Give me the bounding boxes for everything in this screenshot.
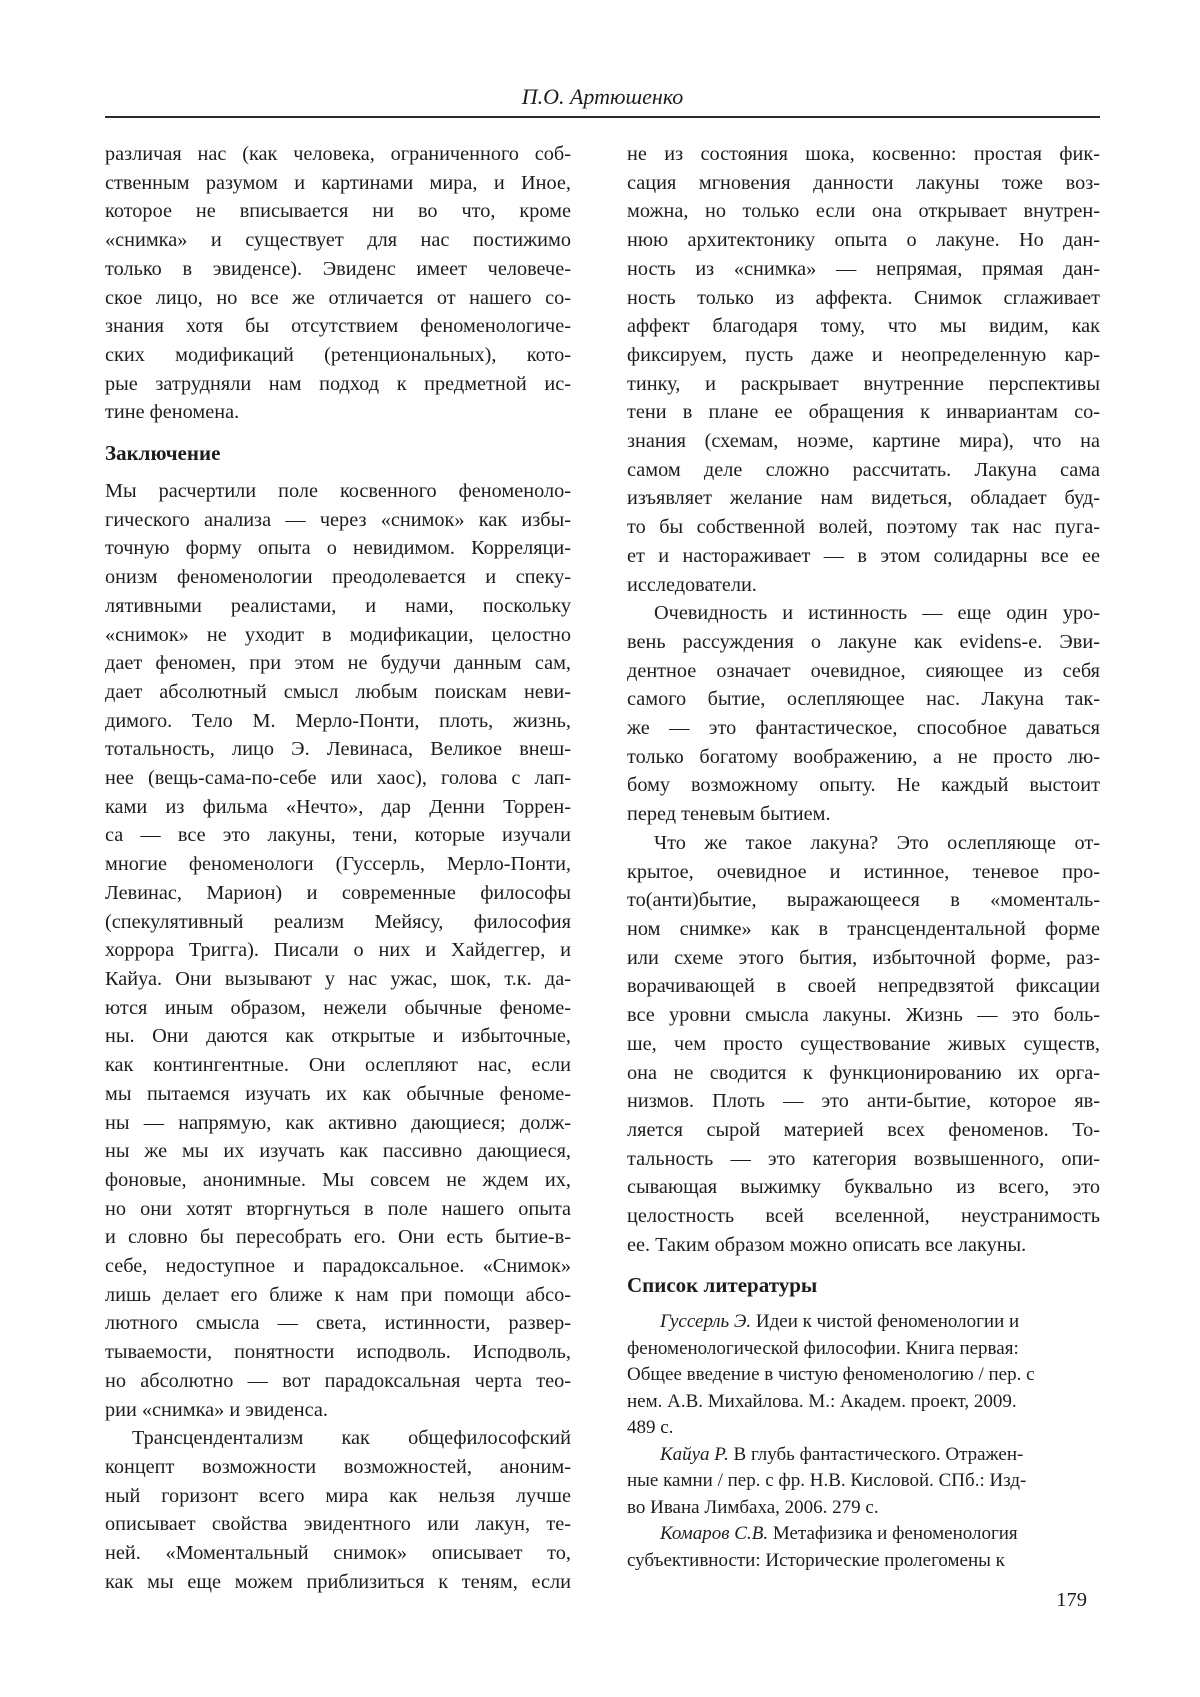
text-line: точную форму опыта о невидимом. Корреляци- — [105, 537, 571, 560]
text-line: ность из «снимка» — непрямая, прямая дан- — [627, 257, 1100, 280]
text-line: мы пытаемся изучать их как обычные феноме- — [105, 1082, 571, 1105]
text-line: ляется сырой материей всех феноменов. То- — [627, 1118, 1100, 1141]
text-line: Левинас, Марион) и современные философы — [105, 881, 571, 904]
text-line: и словно бы пересобрать его. Они есть бытие-в- — [105, 1226, 571, 1249]
page-number: 179 — [1056, 1589, 1087, 1611]
reference-entry — [627, 1521, 1100, 1574]
text-line: дает абсолютный смысл любым поискам неви- — [105, 680, 571, 703]
text-line: то(анти)бытие, выражающееся в «моменталь- — [627, 889, 1100, 912]
text-line: ее. Таким образом можно описать все лакуны. — [627, 1233, 1027, 1256]
text-line: но абсолютно — вот парадоксальная черта тео- — [105, 1369, 571, 1392]
text-line: как контингентные. Они ослепляют нас, если — [105, 1054, 571, 1077]
text-line: как мы еще можем приблизиться к теням, если — [105, 1570, 571, 1593]
text-line: не из состояния шока, косвенно: простая фик- — [627, 143, 1100, 165]
text-line: тине феномена. — [105, 401, 240, 424]
text-line: субъективности: Исторические пролегомены к — [627, 1549, 1005, 1571]
text-line: различая нас (как человека, ограниченного соб- — [105, 143, 571, 165]
header-rule — [105, 116, 1100, 118]
text-line: нее (вещь-сама-по-себе или хаос), голова с лап- — [105, 767, 571, 790]
reference-author: Кайуа Р. — [660, 1443, 729, 1465]
text-line: во Ивана Лимбаха, 2006. 279 с. — [627, 1496, 879, 1518]
paragraph — [627, 140, 1100, 599]
text-line: нем. А.В. Михайлова. М.: Академ. проект, 2009. — [627, 1390, 1017, 1412]
left-column — [105, 140, 571, 1596]
text-line: же — это фантастическое, способное даваться — [627, 717, 1100, 740]
paragraph — [627, 829, 1100, 1260]
text-line: нюю архитектонику опыта о лакуне. Но дан- — [627, 229, 1100, 252]
text-columns — [105, 140, 1100, 1596]
text-line: изъявляет желание нам видеться, обладает буд- — [627, 487, 1100, 510]
running-head-author: П.О. Артюшенко — [521, 84, 684, 109]
text-line: только в эвиденсе). Эвиденс имеет человече- — [105, 257, 571, 280]
text-line: ются иным образом, нежели обычные феноме- — [105, 996, 571, 1019]
text-line: тываемости, понятности исподволь. Исподволь, — [105, 1341, 571, 1364]
text-line: сывающая выжимку буквально из всего, это — [627, 1176, 1100, 1199]
text-line: са — все это лакуны, тени, которые изучали — [105, 824, 571, 847]
text-line: «снимка» и существует для нас постижимо — [105, 229, 571, 252]
text-line: лютного смысла — света, истинности, развер- — [105, 1312, 571, 1335]
text-line: гического анализа — через «снимок» как избы- — [105, 508, 571, 531]
text-line: Гуссерль Э. Идеи к чистой феноменологии и — [660, 1311, 1020, 1333]
text-line: феноменологической философии. Книга первая: — [627, 1337, 1019, 1359]
text-line: ственным разумом и картинами мира, и Иное, — [105, 171, 571, 194]
text-line: самом деле сложно рассчитать. Лакуна сама — [627, 458, 1100, 481]
text-line: тинку, и раскрывает внутренние перспективы — [627, 372, 1100, 395]
section-heading: Заключение — [105, 441, 221, 466]
text-line: перед теневым бытием. — [627, 803, 831, 826]
text-line: себе, недоступное и парадоксальное. «Снимок» — [105, 1255, 571, 1278]
text-line: ны — напрямую, как активно дающиеся; долж- — [105, 1111, 571, 1134]
text-line: Мы расчертили поле косвенного феноменоло- — [105, 480, 571, 503]
text-line: целостность всей вселенной, неустранимость — [627, 1205, 1100, 1228]
text-line: вень рассуждения о лакуне как evidens-е. Эви- — [627, 630, 1100, 653]
reference-entry — [627, 1442, 1100, 1522]
paragraph — [105, 1424, 571, 1596]
text-line: хоррора Тригга). Писали о них и Хайдеггер, и — [105, 939, 571, 962]
text-line: ном снимке» как в трансцендентальной форме — [627, 917, 1100, 940]
text-line: ше, чем просто существование живых существ, — [627, 1032, 1100, 1055]
paragraph — [105, 140, 571, 427]
text-line: рые затрудняли нам подход к предметной ис- — [105, 372, 571, 395]
reference-author: Комаров С.В. — [660, 1523, 769, 1545]
text-line: она не сводится к функционированию их орга- — [627, 1061, 1100, 1084]
text-line: сация мгновения данности лакуны тоже воз- — [627, 171, 1100, 194]
text-line: Комаров С.В. Метафизика и феноменология — [660, 1523, 1018, 1545]
text-line: Что же такое лакуна? Это ослепляюще от- — [654, 831, 1100, 854]
text-line: «снимок» не уходит в модификации, целостно — [105, 623, 571, 646]
text-line: ней. «Моментальный снимок» описывает то, — [105, 1542, 571, 1565]
reference-entry — [627, 1309, 1100, 1442]
text-line: ны. Они даются как открытые и избыточные, — [105, 1025, 571, 1048]
text-line: ское лицо, но все же отличается от нашего со- — [105, 286, 571, 309]
text-line: тальность — это категория возвышенного, опи- — [627, 1147, 1100, 1170]
text-line: Кайуа. Они вызывают у нас ужас, шок, т.к. да- — [105, 967, 571, 990]
reference-author: Гуссерль Э. — [660, 1311, 752, 1333]
section-heading: Список литературы — [627, 1273, 818, 1298]
text-line: (спекулятивный реализм Мейясу, философия — [105, 910, 571, 933]
text-line: димого. Тело М. Мерло-Понти, плоть, жизнь, — [105, 709, 571, 732]
text-line: Общее введение в чистую феноменологию / пер. с — [627, 1364, 1035, 1386]
text-line: описывает свойства эвидентного или лакун, те- — [105, 1513, 571, 1536]
text-line: ность только из аффекта. Снимок сглаживает — [627, 286, 1100, 309]
text-line: ные камни / пер. с фр. Н.В. Кисловой. СПб.: Изд- — [627, 1470, 1027, 1492]
text-line: бому возможному опыту. Не каждый выстоит — [627, 774, 1100, 797]
text-line: можна, но только если она открывает внутрен- — [627, 200, 1100, 223]
text-line: ный горизонт всего мира как нельзя лучше — [105, 1484, 571, 1507]
paragraph — [105, 477, 571, 1424]
text-line: крытое, очевидное и истинное, теневое про- — [627, 860, 1100, 883]
right-column — [627, 140, 1100, 1596]
text-line: знания (схемам, ноэме, картине мира), что на — [627, 430, 1100, 453]
text-line: аффект благодаря тому, что мы видим, как — [627, 315, 1100, 338]
text-line: исследователи. — [627, 573, 757, 596]
text-line: Очевидность и истинность — еще один уро- — [654, 602, 1100, 625]
text-line: 489 с. — [627, 1417, 674, 1439]
text-line: тотальность, лицо Э. Левинаса, Великое внеш- — [105, 738, 571, 761]
text-line: концепт возможности возможностей, аноним- — [105, 1455, 571, 1478]
text-line: то бы собственной волей, поэтому так нас пуга- — [627, 516, 1100, 539]
text-line: только богатому воображению, а не просто лю- — [627, 745, 1100, 768]
text-line: ками из фильма «Нечто», дар Денни Торрен- — [105, 795, 571, 818]
text-line: тени в плане ее обращения к инвариантам со- — [627, 401, 1100, 424]
text-line: низмов. Плоть — это анти-бытие, которое яв- — [627, 1090, 1100, 1113]
text-line: самого бытие, ослепляющее нас. Лакуна так- — [627, 688, 1100, 711]
text-line: дает феномен, при этом не будучи данным сам, — [105, 652, 571, 675]
text-line: лишь делает его ближе к нам при помощи абсо- — [105, 1283, 571, 1306]
text-line: Кайуа Р. В глубь фантастического. Отражен- — [660, 1443, 1024, 1465]
text-line: дентное означает очевидное, сияющее из себя — [627, 659, 1100, 682]
text-line: ны же мы их изучать как пассивно дающиеся, — [105, 1140, 571, 1163]
text-line: но они хотят вторгнуться в поле нашего опыта — [105, 1197, 571, 1220]
text-line: или схеме этого бытия, избыточной форме, раз- — [627, 946, 1100, 969]
text-line: фиксируем, пусть даже и неопределенную кар- — [627, 343, 1100, 366]
text-line: которое не вписывается ни во что, кроме — [105, 200, 571, 223]
text-line: ет и настораживает — в этом солидарны все ее — [627, 544, 1100, 567]
text-line: Трансцендентализм как общефилософский — [132, 1427, 571, 1450]
text-line: онизм феноменологии преодолевается и спеку- — [105, 566, 571, 589]
text-line: все уровни смысла лакуны. Жизнь — это боль- — [627, 1004, 1100, 1027]
text-line: фоновые, анонимные. Мы совсем не ждем их, — [105, 1168, 571, 1191]
text-line: лятивными реалистами, и нами, поскольку — [105, 594, 571, 617]
paragraph — [627, 599, 1100, 829]
text-line: рии «снимка» и эвиденса. — [105, 1398, 328, 1421]
text-line: ских модификаций (ретенциональных), кото- — [105, 343, 571, 366]
text-line: ворачивающей в своей непредвзятой фиксации — [627, 975, 1100, 998]
text-line: многие феноменологи (Гуссерль, Мерло-Понти, — [105, 853, 571, 876]
text-line: знания хотя бы отсутствием феноменологиче- — [105, 315, 571, 338]
